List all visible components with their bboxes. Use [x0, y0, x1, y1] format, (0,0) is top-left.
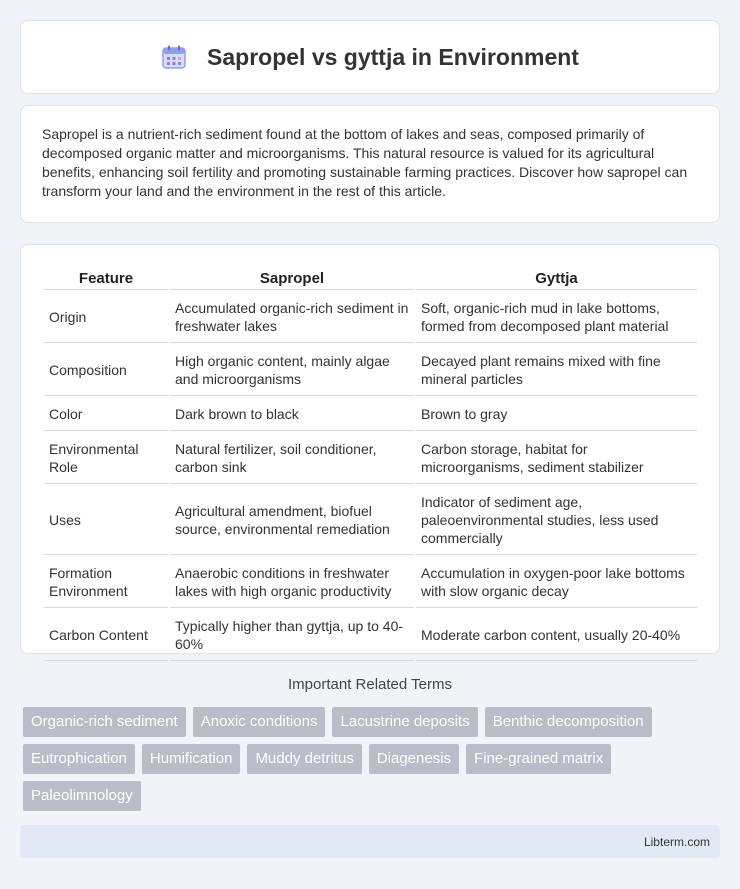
feature-cell: Composition: [44, 345, 168, 396]
column-header-gyttja: Gyttja: [416, 267, 697, 290]
column-header-sapropel: Sapropel: [170, 267, 414, 290]
related-term-tag[interactable]: Eutrophication: [23, 744, 135, 774]
table-row: [44, 486, 697, 555]
table-header-row: [44, 267, 697, 290]
feature-cell: Formation Environment: [44, 557, 168, 608]
related-term-tag[interactable]: Lacustrine deposits: [332, 707, 477, 737]
intro-text: Sapropel is a nutrient-rich sediment found at the bottom of lakes and seas, composed primarily of decomposed organic matter and microorganisms. This natural resource is valued for its agricultural benefits, enhancing soil fertility and promoting sustainable farming practices. Discover how sapropel can transform your land and the environment in the rest of this article.: [42, 126, 688, 199]
sapropel-cell: Natural fertilizer, soil conditioner, carbon sink: [170, 433, 414, 484]
related-term-tag[interactable]: Muddy detritus: [247, 744, 361, 774]
table-row: [44, 398, 697, 431]
related-term-tag[interactable]: Anoxic conditions: [193, 707, 326, 737]
feature-cell: Environmental Role: [44, 433, 168, 484]
related-term-tag[interactable]: Humification: [142, 744, 241, 774]
related-term-tag[interactable]: Benthic decomposition: [485, 707, 652, 737]
feature-cell: Origin: [44, 292, 168, 343]
related-terms-list: [23, 707, 723, 818]
sapropel-cell: Accumulated organic-rich sediment in freshwater lakes: [170, 292, 414, 343]
related-term-tag[interactable]: Diagenesis: [369, 744, 459, 774]
footer-site-link[interactable]: Libterm.com: [643, 835, 710, 849]
sapropel-cell: Agricultural amendment, biofuel source, environmental remediation: [170, 486, 414, 555]
feature-cell: Carbon Content: [44, 610, 168, 661]
related-term-tag[interactable]: Fine-grained matrix: [466, 744, 611, 774]
gyttja-cell: Soft, organic-rich mud in lake bottoms, formed from decomposed plant material: [416, 292, 697, 343]
footer: [20, 825, 720, 858]
sapropel-cell: High organic content, mainly algae and microorganisms: [170, 345, 414, 396]
comparison-table-card: [20, 244, 720, 654]
intro-card: [20, 105, 720, 223]
gyttja-cell: Accumulation in oxygen-poor lake bottoms with slow organic decay: [416, 557, 697, 608]
gyttja-cell: Brown to gray: [416, 398, 697, 431]
related-terms-heading: Important Related Terms: [288, 676, 452, 693]
column-header-feature: Feature: [44, 267, 168, 290]
feature-cell: Uses: [44, 486, 168, 555]
feature-cell: Color: [44, 398, 168, 431]
gyttja-cell: Decayed plant remains mixed with fine mineral particles: [416, 345, 697, 396]
comparison-table: [42, 265, 699, 663]
gyttja-cell: Carbon storage, habitat for microorganisms, sediment stabilizer: [416, 433, 697, 484]
table-row: [44, 557, 697, 608]
header-card: [20, 20, 720, 94]
related-term-tag[interactable]: Organic-rich sediment: [23, 707, 186, 737]
related-term-tag[interactable]: Paleolimnology: [23, 781, 141, 811]
page-title: Sapropel vs gyttja in Environment: [207, 43, 579, 70]
table-row: [44, 292, 697, 343]
sapropel-cell: Dark brown to black: [170, 398, 414, 431]
sapropel-cell: Anaerobic conditions in freshwater lakes with high organic productivity: [170, 557, 414, 608]
gyttja-cell: Moderate carbon content, usually 20-40%: [416, 610, 697, 661]
table-row: [44, 345, 697, 396]
table-row: [44, 610, 697, 661]
sapropel-cell: Typically higher than gyttja, up to 40-60%: [170, 610, 414, 661]
table-row: [44, 433, 697, 484]
calendar-icon: [161, 44, 187, 70]
gyttja-cell: Indicator of sediment age, paleoenvironmental studies, less used commercially: [416, 486, 697, 555]
